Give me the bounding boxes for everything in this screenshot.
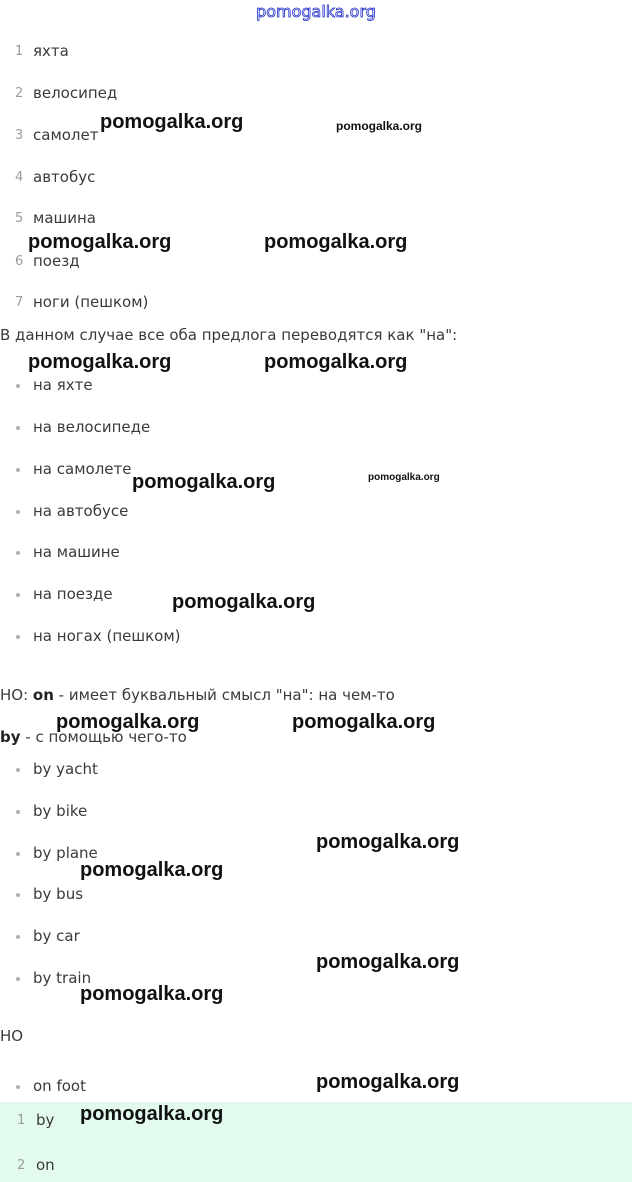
no-prefix: НО:	[0, 686, 33, 704]
list-item: на самолете	[33, 460, 132, 478]
bullet	[16, 977, 20, 981]
on-word: on	[32, 686, 54, 704]
list-item-number: 3	[15, 128, 24, 143]
bullet	[16, 810, 20, 814]
list-item: поезд	[33, 252, 80, 270]
watermark: pomogalka.org	[368, 472, 440, 483]
watermark: pomogalka.org	[132, 471, 276, 493]
watermark: pomogalka.org	[264, 351, 408, 373]
no-label: НО	[0, 1027, 24, 1045]
watermark: pomogalka.org	[316, 831, 460, 853]
bullet	[16, 551, 20, 555]
watermark: pomogalka.org	[100, 111, 244, 133]
answer-number: 1	[17, 1113, 26, 1128]
list-item: на ногах (пешком)	[33, 627, 181, 645]
watermark: pomogalka.org	[172, 591, 316, 613]
list-item: автобус	[33, 168, 96, 186]
list-item: by bike	[33, 802, 88, 820]
list-item: велосипед	[33, 84, 118, 102]
bullet	[16, 852, 20, 856]
list-item: на автобусе	[33, 502, 129, 520]
watermark: pomogalka.org	[28, 351, 172, 373]
bullet	[16, 510, 20, 514]
list-item: by yacht	[33, 760, 98, 778]
list-item: на яхте	[33, 376, 93, 394]
watermark: pomogalka.org	[80, 983, 224, 1005]
list-item: by bus	[33, 885, 84, 903]
watermark: pomogalka.org	[28, 231, 172, 253]
list-item-number: 4	[15, 170, 24, 185]
list-item: ноги (пешком)	[33, 293, 149, 311]
list-item-number: 1	[15, 44, 24, 59]
bullet	[16, 593, 20, 597]
bullet	[16, 768, 20, 772]
watermark: pomogalka.org	[56, 711, 200, 733]
watermark: pomogalka.org	[264, 231, 408, 253]
bullet	[16, 935, 20, 939]
bullet	[16, 468, 20, 472]
list-item: самолет	[33, 126, 99, 144]
bullet	[16, 893, 20, 897]
list-item: машина	[33, 209, 96, 227]
watermark: pomogalka.org	[316, 951, 460, 973]
bullet	[16, 1085, 20, 1089]
list-item: на машине	[33, 543, 120, 561]
list-item: on foot	[33, 1077, 86, 1095]
bullet	[16, 635, 20, 639]
watermark: pomogalka.org	[292, 711, 436, 733]
answer-number: 2	[17, 1158, 26, 1173]
list-item: на поезде	[33, 585, 113, 603]
bullet	[16, 384, 20, 388]
list-item-number: 6	[15, 254, 24, 269]
header-watermark: pomogalka.org	[256, 2, 376, 21]
list-item: by plane	[33, 844, 98, 862]
on-meaning: - имеет буквальный смысл "на": на чем-то	[53, 686, 395, 704]
watermark: pomogalka.org	[80, 1103, 224, 1125]
watermark: pomogalka.org	[316, 1071, 460, 1093]
on-explanation	[0, 686, 395, 704]
list-item-number: 7	[15, 295, 24, 310]
answer-text: by	[36, 1111, 55, 1129]
list-item-number: 5	[15, 211, 24, 226]
intro-text: В данном случае все оба предлога переводятся как "на":	[0, 326, 458, 344]
bullet	[16, 426, 20, 430]
answer-text: on	[36, 1156, 55, 1174]
list-item: на велосипеде	[33, 418, 151, 436]
watermark: pomogalka.org	[336, 119, 423, 133]
watermark: pomogalka.org	[80, 859, 224, 881]
by-meaning: - с помощью чего-то	[20, 728, 187, 746]
list-item: яхта	[33, 42, 69, 60]
list-item: by car	[33, 927, 80, 945]
list-item-number: 2	[15, 86, 24, 101]
list-item: by train	[33, 969, 92, 987]
by-word: by	[0, 728, 21, 746]
